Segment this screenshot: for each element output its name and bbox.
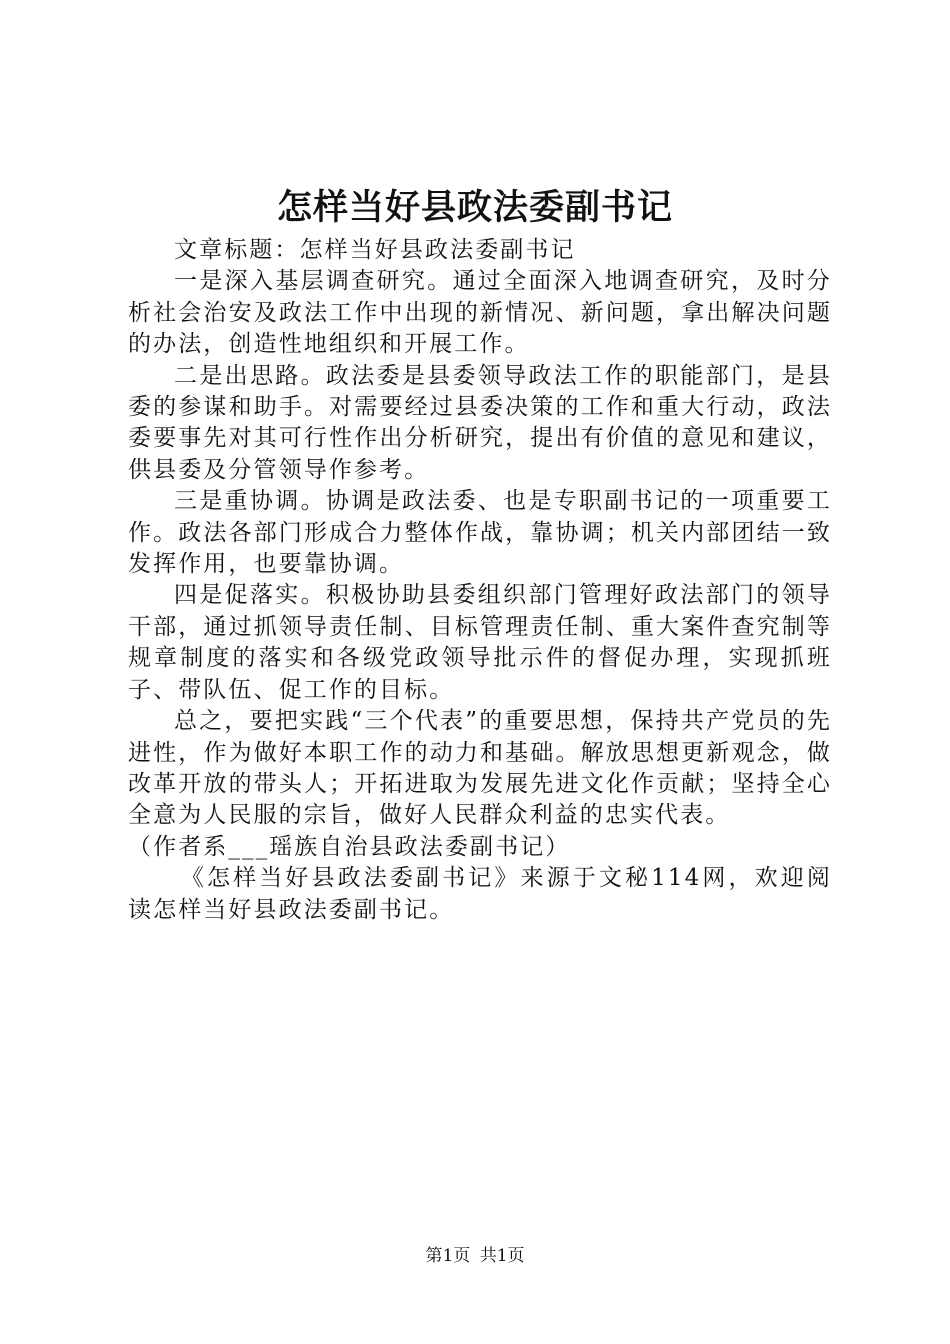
page-footer (0, 1244, 950, 1268)
author-note: （作者系___瑶族自治县政法委副书记） (128, 833, 571, 860)
paragraph-coordination: 三是重协调。协调是政法委、也是专职副书记的一项重要工作。政法各部门形成合力整体作战，靠协调；机关内部团结一致发挥作用，也要靠协调。 (128, 488, 832, 578)
paragraph-implementation: 四是促落实。积极协助县委组织部门管理好政法部门的领导干部，通过抓领导责任制、目标管理责任制、重大案件查究制等规章制度的落实和各级党政领导批示件的督促办理，实现抓班子、带队伍、促工作的目标。 (128, 582, 832, 703)
document-body (128, 235, 832, 926)
page-number: 第1页 (425, 1246, 471, 1266)
paragraph-ideas: 二是出思路。政法委是县委领导政法工作的职能部门，是县委的参谋和助手。对需要经过县委决策的工作和重大行动，政法委要事先对其可行性作出分析研究，提出有价值的意见和建议，供县委及分管领导作参考。 (128, 362, 832, 483)
paragraph-research: 一是深入基层调查研究。通过全面深入地调查研究，及时分析社会治安及政法工作中出现的新情况、新问题，拿出解决问题的办法，创造性地组织和开展工作。 (128, 268, 832, 358)
page-total: 共1页 (479, 1246, 525, 1266)
article-title-line: 文章标题：怎样当好县政法委副书记 (174, 237, 576, 263)
document-title: 怎样当好县政法委副书记 (276, 187, 673, 228)
source-note: 《怎样当好县政法委副书记》来源于文秘114网，欢迎阅读怎样当好县政法委副书记。 (128, 865, 832, 923)
paragraph-conclusion: 总之，要把实践“三个代表”的重要思想，保持共产党员的先进性，作为做好本职工作的动力和基础。解放思想更新观念，做改革开放的带头人；开拓进取为发展先进文化作贡献；坚持全心全意为人民服的宗旨，做好人民群众利益的忠实代表。 (128, 708, 832, 829)
